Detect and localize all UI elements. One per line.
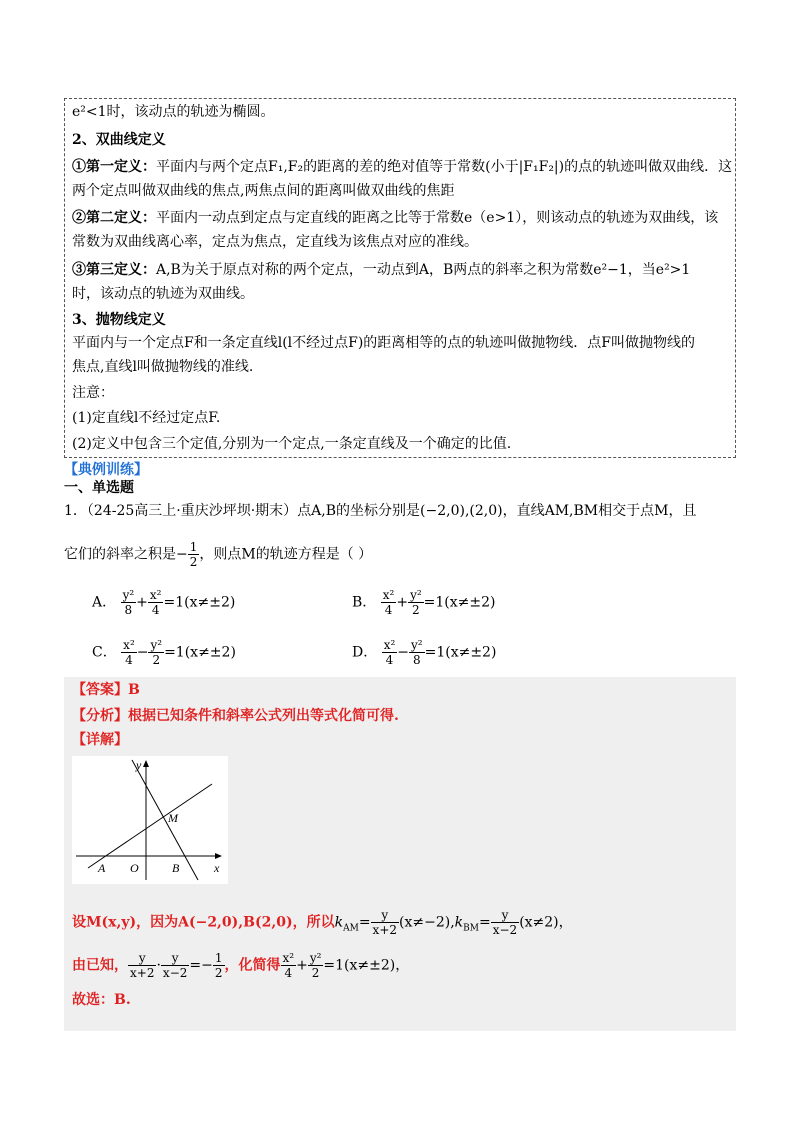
graph-label-m: M (168, 811, 178, 825)
step1-f2-num: y (491, 908, 519, 923)
section-tag: 【典例训练】 (64, 462, 148, 478)
c-d1: 4 (125, 653, 133, 667)
step2-frac5 (308, 951, 324, 980)
step2-f3-den: 2 (214, 966, 223, 980)
parabola-definition-cont: 焦点,直线l叫做抛物线的准线. (72, 359, 254, 375)
first-definition-label: ①第一定义： (72, 159, 156, 175)
step2-plus: + (296, 957, 308, 974)
step1-kbm-sub: BM (463, 923, 479, 934)
option-b[interactable] (352, 588, 495, 617)
option-d[interactable] (352, 638, 496, 667)
b-op: + (396, 594, 409, 611)
detail-label: 【详解】 (72, 732, 128, 748)
option-d-label: D． (352, 644, 378, 661)
option-a-frac2 (148, 588, 164, 617)
d-n1: x² (383, 638, 396, 652)
step1-kam-sub: AM (343, 923, 359, 934)
a-n2: x² (149, 588, 162, 602)
step1-cond2: (x≠2)， (519, 914, 573, 931)
step2-text: 由已知， (72, 957, 128, 974)
stem-frac-num: 1 (189, 540, 198, 554)
question-stem-cont (64, 540, 372, 569)
line-bm (132, 760, 198, 880)
step2-frac4 (281, 951, 297, 980)
analysis-line (72, 706, 399, 726)
b-d1: 4 (384, 603, 393, 617)
option-a[interactable] (92, 588, 235, 617)
hyperbola-first-definition (72, 157, 732, 177)
option-b-frac1 (381, 588, 397, 617)
hyperbola-second-definition (72, 208, 718, 228)
ellipse-condition-line: e²<1时，该动点的轨迹为椭圆。 (72, 104, 275, 120)
c-op: − (136, 644, 149, 661)
step2-frac1 (128, 951, 156, 980)
single-choice-heading: 一、单选题 (64, 480, 134, 496)
solution-step-1 (72, 908, 573, 937)
stem-text-2: ，则点M的轨迹方程是（ ） (199, 546, 373, 563)
option-c-frac1 (121, 638, 137, 667)
step1-frac2 (491, 908, 519, 937)
step1-kbm: k (454, 914, 464, 931)
a-op: + (136, 594, 148, 611)
hyperbola-third-definition (72, 260, 690, 280)
step2-text-b: ，化简得 (224, 957, 281, 974)
option-d-frac2 (409, 638, 425, 667)
option-a-label: A． (92, 594, 117, 611)
b-tail: =1(x≠±2) (423, 594, 496, 611)
graph-label-b: B (172, 861, 180, 875)
stem-neg: − (176, 546, 188, 563)
step1-eq1: = (358, 914, 371, 931)
graph-label-a: A (98, 861, 106, 875)
first-definition-text: 平面内与两个定点F₁,F₂的距离的差的绝对值等于常数(小于|F₁F₂|)的点的轨迹叫做双曲线．这 (156, 159, 733, 175)
note-label: 注意： (72, 385, 114, 401)
step2-f4-den: 4 (284, 966, 293, 980)
option-c-label: C． (92, 644, 117, 661)
stem-fraction (188, 540, 200, 569)
a-tail: =1(x≠±2) (163, 594, 236, 611)
a-n1: y² (122, 588, 135, 602)
c-n1: x² (123, 638, 135, 652)
step1-kam: k (334, 914, 344, 931)
analysis-label: 【分析】 (72, 708, 128, 724)
d-op: − (397, 644, 409, 661)
line-am (88, 784, 212, 868)
step2-f4-num: x² (282, 951, 295, 965)
hyperbola-second-definition-cont: 常数为双曲线离心率，定点为焦点，定直线为该焦点对应的准线。 (72, 234, 478, 250)
step2-frac3 (213, 951, 225, 980)
answer-label: 【答案】B (72, 682, 140, 698)
step1-cond1: (x≠−2), (399, 914, 455, 931)
y-axis-arrow (143, 760, 149, 767)
step2-f5-num: y² (309, 951, 322, 965)
question-stem (64, 501, 696, 521)
step1-f1-num: y (371, 908, 399, 923)
solution-step-2 (72, 951, 409, 980)
step2-dot: · (156, 957, 161, 974)
parabola-definition: 平面内与一个定点F和一条定直线l(l不经过点F)的距离相等的点的轨迹叫做抛物线．点F叫做抛物线的 (72, 335, 696, 351)
c-tail: =1(x≠±2) (164, 644, 236, 661)
graph-label-x: x (214, 861, 220, 875)
graph-svg (72, 756, 228, 884)
x-axis-arrow (215, 853, 222, 859)
step2-eq: =− (189, 957, 213, 974)
graph-label-o: O (130, 861, 139, 875)
b-d2: 2 (412, 603, 420, 617)
d-d2: 8 (412, 653, 421, 667)
d-n2: y² (411, 638, 423, 652)
c-d2: 2 (152, 653, 161, 667)
question-source: （24-25高三上·重庆沙坪坝·期末） (86, 503, 298, 519)
option-b-label: B． (352, 594, 377, 611)
analysis-text: 根据已知条件和斜率公式列出等式化简可得. (128, 708, 399, 724)
final-answer: 故选：B. (72, 992, 131, 1008)
d-tail: =1(x≠±2) (424, 644, 497, 661)
stem-text-1: 它们的斜率之积是 (64, 546, 176, 563)
stem-frac-den: 2 (189, 555, 198, 569)
b-n2: y² (410, 588, 422, 602)
a-d1: 8 (124, 603, 133, 617)
question-number: 1． (64, 503, 87, 519)
c-n2: y² (150, 638, 163, 652)
step2-f3-num: 1 (214, 951, 223, 965)
step1-frac1 (371, 908, 399, 937)
option-b-frac2 (408, 588, 424, 617)
step2-f2-den: x−2 (162, 966, 188, 980)
second-definition-text: 平面内一动点到定点与定直线的距离之比等于常数e（e>1），则该动点的轨迹为双曲线，该 (156, 210, 719, 226)
question-stem-text: 点A,B的坐标分别是(−2,0),(2,0)，直线AM,BM相交于点M，且 (297, 503, 697, 519)
option-c[interactable] (92, 638, 236, 667)
third-definition-label: ③第三定义： (72, 262, 156, 278)
step1-text: 设M(x,y)，因为A(−2,0),B(2,0)，所以 (72, 914, 335, 931)
option-a-frac1 (121, 588, 137, 617)
option-d-frac1 (382, 638, 398, 667)
step1-eq2: = (478, 914, 491, 931)
hyperbola-first-definition-cont: 两个定点叫做双曲线的焦点,两焦点间的距离叫做双曲线的焦距 (72, 183, 455, 199)
coordinate-graph (72, 756, 228, 884)
step2-tail: =1(x≠±2)， (323, 957, 410, 974)
step2-f2-num: y (161, 951, 189, 966)
d-d1: 4 (385, 653, 394, 667)
step1-f1-den: x+2 (372, 923, 398, 937)
a-d2: 4 (151, 603, 160, 617)
step2-frac2 (161, 951, 189, 980)
step2-f1-num: y (128, 951, 156, 966)
step1-f2-den: x−2 (492, 923, 518, 937)
hyperbola-section-title: 2、双曲线定义 (72, 132, 166, 148)
option-c-frac2 (148, 638, 164, 667)
parabola-section-title: 3、抛物线定义 (72, 312, 166, 328)
b-n1: x² (382, 588, 395, 602)
graph-label-y: y (136, 758, 142, 772)
third-definition-text: A,B为关于原点对称的两个定点，一动点到A，B两点的斜率之积为常数e²−1，当e²>1 (156, 262, 691, 278)
hyperbola-third-definition-cont: 时，该动点的轨迹为双曲线。 (72, 286, 254, 302)
second-definition-label: ②第二定义： (72, 210, 156, 226)
step2-f1-den: x+2 (130, 966, 155, 980)
note-item-2: (2)定义中包含三个定值,分别为一个定点,一条定直线及一个确定的比值. (72, 436, 512, 452)
step2-f5-den: 2 (311, 966, 320, 980)
note-item-1: (1)定直线l不经过定点F. (72, 410, 221, 426)
